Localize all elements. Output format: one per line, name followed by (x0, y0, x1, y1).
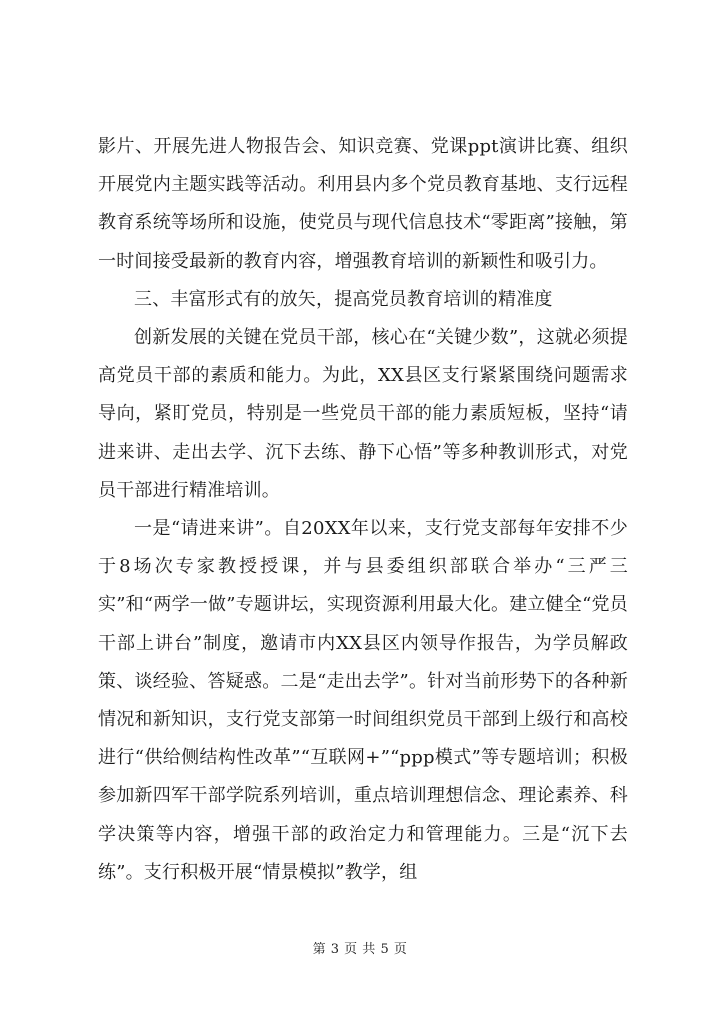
section-heading-three: 三、丰富形式有的放矢，提高党员教育培训的精准度 (134, 288, 553, 310)
paragraph-innovation: 创新发展的关键在党员干部，核心在“关键少数”，这就必须提高党员干部的素质和能力。为此，XX县区支行紧紧围绕问题需求导向，紧盯党员，特别是一些党员干部的能力素质短板，坚持“请进来讲、走出去学、沉下去练、静下心悟”等多种教训形式，对党员干部进行精准培训。 (98, 327, 628, 501)
paragraph-training-methods: 一是“请进来讲”。自20XX年以来，支行党支部每年安排不少于8场次专家教授授课，并与县委组织部联合举办“三严三实”和“两学一做”专题讲坛，实现资源利用最大化。建立健全“党员干部上讲台”制度，邀请市内XX县区内领导作报告，为学员解政策、谈经验、答疑惑。二是“走出去学”。针对当前形势下的各种新情况和新知识，支行党支部第一时间组织党员干部到上级行和高校进行“供给侧结构性改革”“互联网+”“ppp模式”等专题培训；积极参加新四军干部学院系列培训，重点培训理想信念、理论素养、科学决策等内容，增强干部的政治定力和管理能力。三是“沉下去练”。支行积极开展“情景模拟”教学，组 (98, 518, 628, 883)
paragraph-continuation: 影片、开展先进人物报告会、知识竞赛、党课ppt演讲比赛、组织开展党内主题实践等活动。利用县内多个党员教育基地、支行远程教育系统等场所和设施，使党员与现代信息技术“零距离”接触，第一时间接受最新的教育内容，增强教育培训的新颖性和吸引力。 (98, 136, 628, 272)
page-number-footer: 第 3 页 共 5 页 (312, 942, 408, 957)
document-body (98, 128, 628, 892)
